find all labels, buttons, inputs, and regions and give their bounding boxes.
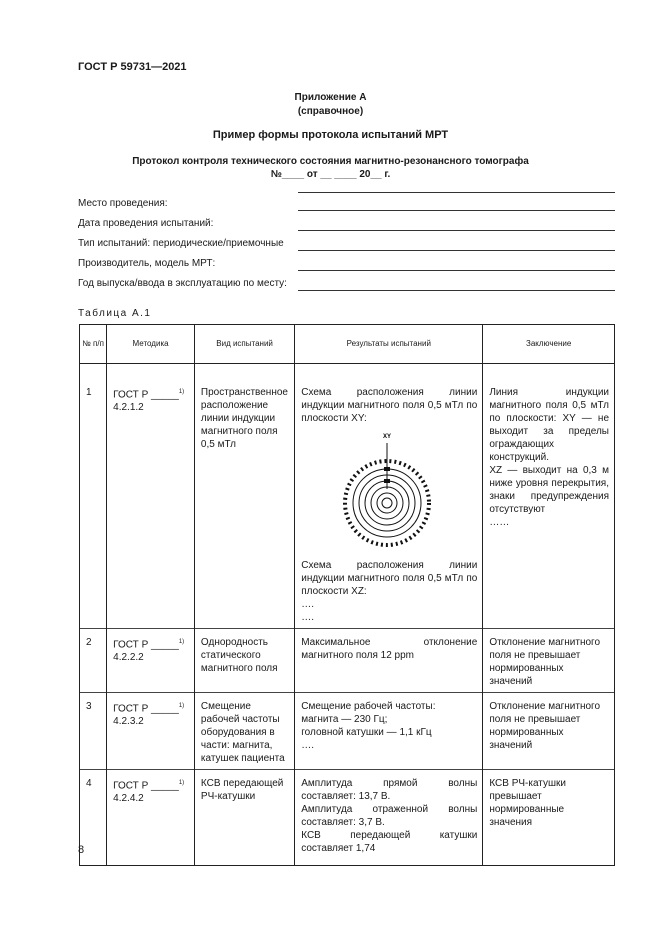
conclusion-ellipsis: …… xyxy=(489,517,510,528)
field-label-date: Дата проведения испытаний: xyxy=(78,218,214,229)
row-conclusion: Отклонение магнитного поля не превышает нормированных значений xyxy=(483,629,615,693)
results-ellipsis-2: …. xyxy=(301,612,315,623)
row-num: 1 xyxy=(80,379,107,629)
row-test-type: Пространственное расположение линии индукции магнитного поля 0,5 мТл xyxy=(194,379,294,629)
table-row xyxy=(80,770,615,866)
field-line-date xyxy=(298,230,615,231)
method-standard: ГОСТ Р _____ xyxy=(113,639,179,651)
conclusion-xy: Линия индукции магнитного поля 0,5 мТл по плоскости: XY — не выходит за пределы ограждающих конструкций. xyxy=(489,387,609,463)
row-test-type: КСВ передающей РЧ-катушки xyxy=(194,770,294,866)
row-results xyxy=(295,693,483,770)
row-conclusion: Отклонение магнитного поля не превышает нормированных значений xyxy=(483,693,615,770)
results-text-xz: Схема расположения линии индукции магнитного поля 0,5 мТл по плоскости XZ: xyxy=(301,560,478,597)
row-method xyxy=(107,693,195,770)
table-header-row xyxy=(80,325,615,364)
field-label-test-type: Тип испытаний: периодические/приемочные xyxy=(78,238,284,249)
field-contour-6 xyxy=(382,498,392,508)
row-method xyxy=(107,379,195,629)
field-map-xy-diagram xyxy=(329,429,449,557)
appendix-heading xyxy=(0,91,661,119)
method-clause: 4.2.2.2 xyxy=(113,652,144,664)
col-header-type: Вид испытаний xyxy=(194,325,294,364)
table-caption: Таблица А.1 xyxy=(78,308,152,319)
method-standard: ГОСТ Р _____ xyxy=(113,780,179,792)
results-line: головной катушки — 1,1 кГц xyxy=(301,727,432,738)
row-num: 3 xyxy=(80,693,107,770)
protocol-heading xyxy=(0,155,661,181)
field-line-manufacturer xyxy=(298,270,615,271)
row-results xyxy=(295,379,483,629)
field-label-year: Год выпуска/ввода в эксплуатацию по месту: xyxy=(78,278,287,289)
conclusion-xz: XZ — выходит на 0,3 м ниже уровня перекрытия, знаки предупреждения отсутствуют xyxy=(489,465,609,515)
method-clause: 4.2.3.2 xyxy=(113,716,144,728)
method-standard: ГОСТ Р _____ xyxy=(113,389,179,401)
field-line-top xyxy=(298,192,615,193)
row-method xyxy=(107,629,195,693)
row-method xyxy=(107,770,195,866)
row-num: 4 xyxy=(80,770,107,866)
results-line: Амплитуда прямой волны составляет: 13,7 В. xyxy=(301,778,478,802)
col-header-results: Результаты испытаний xyxy=(295,325,483,364)
results-line: Смещение рабочей частоты: xyxy=(301,701,436,712)
row-conclusion: КСВ РЧ-катушки превышает нормированные значения xyxy=(483,770,615,866)
protocol-table xyxy=(79,324,615,866)
results-line: Максимальное отклонение магнитного поля 12 ppm xyxy=(301,637,478,661)
method-footnote: 1) xyxy=(178,780,185,786)
table-spacer-row xyxy=(80,364,615,380)
protocol-title: Протокол контроля технического состояния магнитно-резонансного томографа xyxy=(132,156,529,167)
protocol-number-line: №____ от __ ____ 20__ г. xyxy=(270,169,391,180)
field-contour-5 xyxy=(377,493,397,513)
appendix-title: Приложение А xyxy=(294,92,367,103)
document-id: ГОСТ Р 59731—2021 xyxy=(78,61,187,73)
field-line-test-type xyxy=(298,250,615,251)
method-footnote: 1) xyxy=(178,639,185,645)
row-results xyxy=(295,629,483,693)
results-line: магнита — 230 Гц; xyxy=(301,714,388,725)
col-header-method: Методика xyxy=(107,325,195,364)
results-ellipsis-1: …. xyxy=(301,599,315,610)
row-num: 2 xyxy=(80,629,107,693)
row-test-type: Однородность статического магнитного поля xyxy=(194,629,294,693)
method-footnote: 1) xyxy=(178,389,185,395)
appendix-subtitle: (справочное) xyxy=(297,106,364,117)
table-row xyxy=(80,629,615,693)
diagram-marker xyxy=(384,479,390,483)
form-title: Пример формы протокола испытаний МРТ xyxy=(212,129,449,141)
col-header-num: № п/п xyxy=(80,325,107,364)
results-line: Амплитуда отраженной волны составляет: 3,7 В. xyxy=(301,804,478,828)
table-row xyxy=(80,693,615,770)
diagram-axis-label: XY xyxy=(383,434,392,440)
col-header-conclusion: Заключение xyxy=(483,325,615,364)
method-clause: 4.2.1.2 xyxy=(113,402,144,414)
results-text-xy: Схема расположения линии индукции магнитного поля 0,5 мТл по плоскости XY: xyxy=(301,387,478,424)
method-clause: 4.2.4.2 xyxy=(113,793,144,805)
row-results xyxy=(295,770,483,866)
field-contour-4 xyxy=(371,487,403,519)
row-conclusion xyxy=(483,379,615,629)
page-number: 8 xyxy=(78,844,85,856)
method-footnote: 1) xyxy=(178,703,185,709)
method-standard: ГОСТ Р _____ xyxy=(113,703,179,715)
field-label-location: Место проведения: xyxy=(78,198,168,209)
results-line: …. xyxy=(301,740,315,751)
field-label-manufacturer: Производитель, модель МРТ: xyxy=(78,258,216,269)
field-line-year xyxy=(298,290,615,291)
table-row xyxy=(80,379,615,629)
row-test-type: Смещение рабочей частоты оборудования в части: магнита, катушек пациента xyxy=(194,693,294,770)
field-line-location xyxy=(298,210,615,211)
diagram-marker xyxy=(384,467,390,471)
results-line: КСВ передающей катушки составляет 1,74 xyxy=(301,830,478,854)
